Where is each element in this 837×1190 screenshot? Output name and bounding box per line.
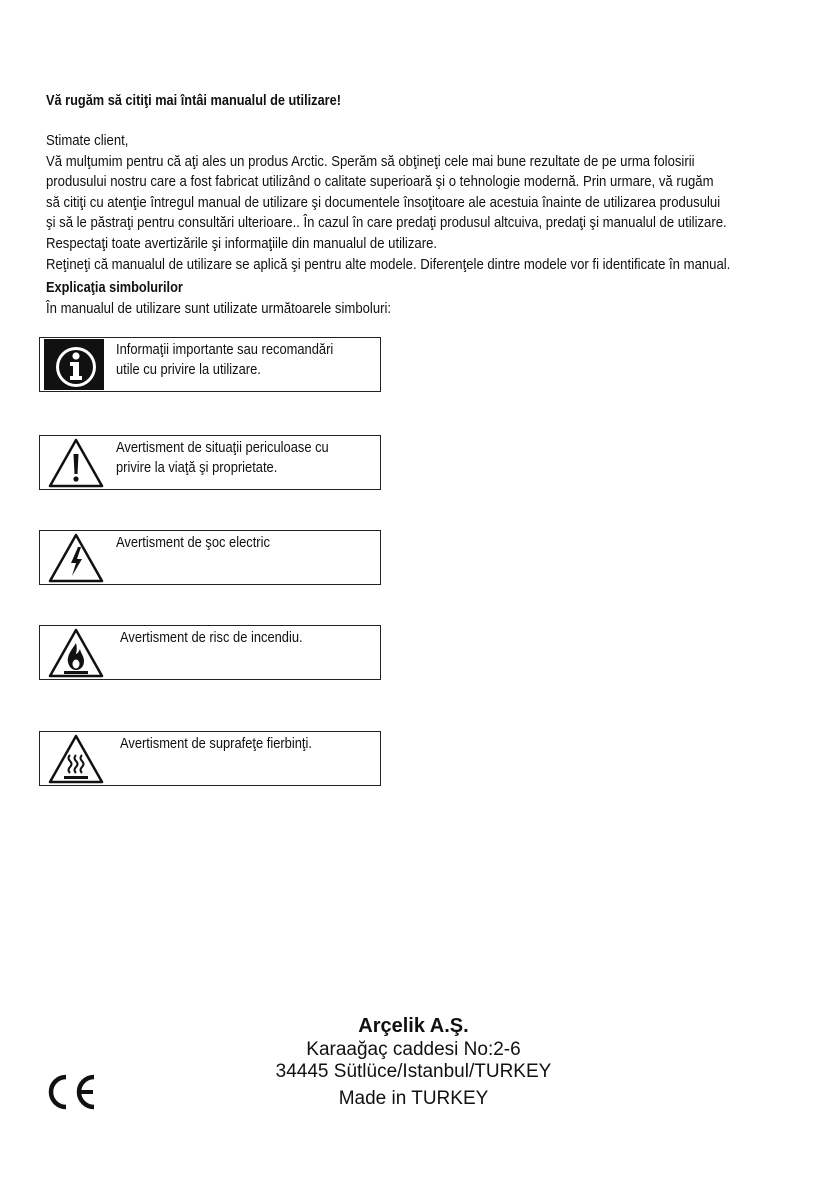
symbol-box-fire: [39, 625, 381, 680]
intro-line: să citiţi cu atenţie întregul manual de utilizare şi documentele însoţitoare ale acestuia înainte de utilizarea produsului: [46, 193, 721, 211]
company-info: [0, 1013, 837, 1110]
symbol-text: Avertisment de suprafeţe fierbinţi.: [120, 735, 312, 752]
made-in-label: Made in TURKEY: [338, 1088, 489, 1109]
symbol-box-hot-surface: [39, 731, 381, 786]
symbol-text: Avertisment de risc de incendiu.: [120, 629, 303, 646]
symbols-heading: Explicaţia simbolurilor: [46, 280, 183, 296]
company-name: Arçelik A.Ş.: [358, 1015, 469, 1037]
company-address: Karaağaç caddesi No:2-6: [306, 1039, 521, 1060]
intro-line: Reţineţi că manualul de utilizare se aplică şi pentru alte modele. Diferenţele dintre modele vor fi identificate în manual.: [46, 255, 731, 273]
info-icon: [44, 339, 104, 390]
intro-line: Vă mulţumim pentru că aţi ales un produs Arctic. Sperăm să obţineţi cele mai bune rezultate de pe urma folosirii: [46, 152, 695, 170]
warning-icon: [44, 437, 104, 488]
intro-line: Respectaţi toate avertizările şi informaţiile din manualul de utilizare.: [46, 234, 438, 252]
fire-icon: [44, 627, 104, 678]
page-heading: Vă rugăm să citiţi mai întâi manualul de utilizare!: [46, 93, 341, 109]
intro-line: Stimate client,: [46, 132, 129, 149]
symbol-box-warning: [39, 435, 381, 490]
intro-line: şi să le păstraţi pentru consultări ulterioare.. În cazul în care predaţi produsul altcuiva, predaţi şi manualul de utilizare.: [46, 214, 727, 232]
symbols-intro: În manualul de utilizare sunt utilizate următoarele simboluri:: [46, 300, 392, 317]
symbol-box-electric-shock: [39, 530, 381, 585]
electric-shock-icon: [44, 532, 104, 583]
symbol-box-info: [39, 337, 381, 392]
symbol-text: Informaţii importante sau recomandări utile cu privire la utilizare.: [116, 341, 334, 378]
company-city: 34445 Sütlüce/Istanbul/TURKEY: [275, 1061, 552, 1082]
hot-surface-icon: [44, 733, 104, 784]
symbol-text: Avertisment de situaţii periculoase cu privire la viaţă şi proprietate.: [116, 439, 329, 476]
symbol-text: Avertisment de şoc electric: [116, 534, 270, 551]
ce-mark-icon: [44, 1072, 100, 1112]
intro-text: [46, 131, 799, 275]
intro-line: produsului nostru care a fost fabricat utilizând o calitate superioară şi o tehnologie modernă. Prin urmare, vă rugăm: [46, 173, 714, 191]
